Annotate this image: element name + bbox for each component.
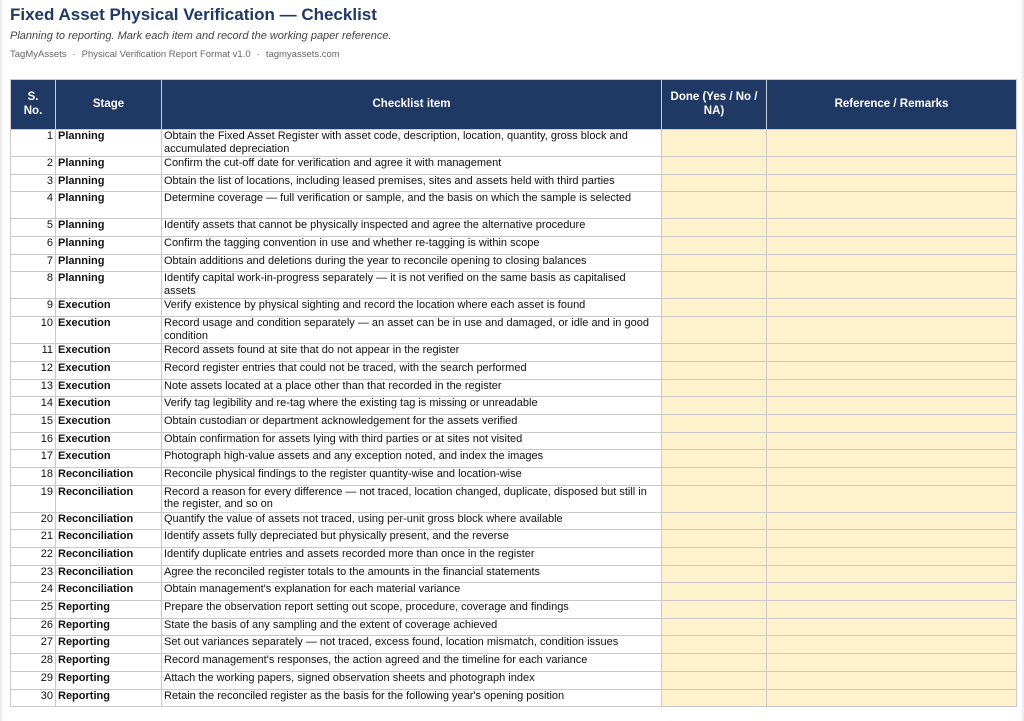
checklist-table (10, 79, 1017, 707)
row-stage: Execution (56, 299, 162, 317)
row-stage: Reconciliation (56, 565, 162, 583)
table-row (11, 601, 1017, 619)
table-row (11, 636, 1017, 654)
row-checklist-item: Record usage and condition separately — an asset can be in use and damaged, or idle and in good condition (162, 317, 662, 344)
row-reference-cell[interactable] (767, 432, 1017, 450)
row-done-cell[interactable] (662, 654, 767, 672)
table-row (11, 565, 1017, 583)
row-stage: Planning (56, 130, 162, 157)
row-checklist-item: Quantify the value of assets not traced, using per-unit gross block where available (162, 512, 662, 530)
checklist-body (11, 130, 1017, 707)
row-checklist-item: Identify capital work-in-progress separately — it is not verified on the same basis as capitalised assets (162, 272, 662, 299)
table-row (11, 432, 1017, 450)
row-checklist-item: Set out variances separately — not traced, excess found, location mismatch, condition issues (162, 636, 662, 654)
table-row (11, 130, 1017, 157)
meta-brand: TagMyAssets (10, 49, 67, 60)
row-done-cell[interactable] (662, 192, 767, 219)
row-checklist-item: Determine coverage — full verification or sample, and the basis on which the sample is selected (162, 192, 662, 219)
row-checklist-item: Verify existence by physical sighting and record the location where each asset is found (162, 299, 662, 317)
row-number: 18 (11, 467, 56, 485)
row-reference-cell[interactable] (767, 601, 1017, 619)
table-row (11, 618, 1017, 636)
row-done-cell[interactable] (662, 671, 767, 689)
row-reference-cell[interactable] (767, 414, 1017, 432)
row-done-cell[interactable] (662, 414, 767, 432)
row-done-cell[interactable] (662, 317, 767, 344)
row-stage: Execution (56, 450, 162, 468)
table-row (11, 397, 1017, 415)
row-number: 10 (11, 317, 56, 344)
row-reference-cell[interactable] (767, 254, 1017, 272)
row-checklist-item: Photograph high-value assets and any exception noted, and index the images (162, 450, 662, 468)
row-checklist-item: Verify tag legibility and re-tag where the existing tag is missing or unreadable (162, 397, 662, 415)
row-number: 4 (11, 192, 56, 219)
table-row (11, 485, 1017, 512)
row-number: 14 (11, 397, 56, 415)
row-checklist-item: Identify assets fully depreciated but physically present, and the reverse (162, 530, 662, 548)
table-row (11, 254, 1017, 272)
header-reference-remarks: Reference / Remarks (767, 80, 1017, 130)
row-done-cell[interactable] (662, 485, 767, 512)
row-checklist-item: Identify duplicate entries and assets recorded more than once in the register (162, 548, 662, 566)
row-stage: Execution (56, 414, 162, 432)
row-done-cell[interactable] (662, 467, 767, 485)
row-done-cell[interactable] (662, 530, 767, 548)
meta-separator: · (256, 49, 260, 60)
page-title: Fixed Asset Physical Verification — Checklist (10, 5, 377, 24)
row-reference-cell[interactable] (767, 397, 1017, 415)
row-done-cell[interactable] (662, 618, 767, 636)
table-header-row (11, 80, 1017, 130)
row-number: 7 (11, 254, 56, 272)
row-stage: Planning (56, 237, 162, 255)
table-row (11, 467, 1017, 485)
row-done-cell[interactable] (662, 219, 767, 237)
row-checklist-item: Obtain the list of locations, including leased premises, sites and assets held with third parties (162, 174, 662, 192)
row-done-cell[interactable] (662, 432, 767, 450)
row-done-cell[interactable] (662, 174, 767, 192)
table-row (11, 530, 1017, 548)
row-number: 21 (11, 530, 56, 548)
row-checklist-item: Obtain additions and deletions during the year to reconcile opening to closing balances (162, 254, 662, 272)
table-row (11, 654, 1017, 672)
row-checklist-item: Confirm the cut-off date for verification and agree it with management (162, 157, 662, 175)
row-reference-cell[interactable] (767, 618, 1017, 636)
row-checklist-item: Attach the working papers, signed observation sheets and photograph index (162, 671, 662, 689)
row-reference-cell[interactable] (767, 130, 1017, 157)
row-checklist-item: Reconcile physical findings to the register quantity-wise and location-wise (162, 467, 662, 485)
table-row (11, 450, 1017, 468)
row-reference-cell[interactable] (767, 636, 1017, 654)
row-stage: Execution (56, 379, 162, 397)
row-number: 12 (11, 361, 56, 379)
row-number: 27 (11, 636, 56, 654)
row-number: 17 (11, 450, 56, 468)
row-reference-cell[interactable] (767, 344, 1017, 362)
table-row (11, 689, 1017, 707)
table-row (11, 414, 1017, 432)
row-done-cell[interactable] (662, 601, 767, 619)
row-reference-cell[interactable] (767, 272, 1017, 299)
row-checklist-item: Note assets located at a place other than that recorded in the register (162, 379, 662, 397)
row-done-cell[interactable] (662, 379, 767, 397)
row-stage: Reporting (56, 671, 162, 689)
row-done-cell[interactable] (662, 397, 767, 415)
row-done-cell[interactable] (662, 450, 767, 468)
row-stage: Reporting (56, 654, 162, 672)
row-stage: Reconciliation (56, 467, 162, 485)
row-reference-cell[interactable] (767, 192, 1017, 219)
row-stage: Execution (56, 344, 162, 362)
row-reference-cell[interactable] (767, 379, 1017, 397)
row-reference-cell[interactable] (767, 583, 1017, 601)
page-subtitle: Planning to reporting. Mark each item and record the working paper reference. (10, 30, 392, 42)
row-checklist-item: Obtain the Fixed Asset Register with asset code, description, location, quantity, gross block and accumulated depreciation (162, 130, 662, 157)
row-reference-cell[interactable] (767, 174, 1017, 192)
row-done-cell[interactable] (662, 512, 767, 530)
checklist-sheet (2, 0, 1022, 721)
row-reference-cell[interactable] (767, 450, 1017, 468)
row-number: 23 (11, 565, 56, 583)
row-reference-cell[interactable] (767, 237, 1017, 255)
row-reference-cell[interactable] (767, 548, 1017, 566)
row-checklist-item: Obtain confirmation for assets lying with third parties or at sites not visited (162, 432, 662, 450)
row-reference-cell[interactable] (767, 530, 1017, 548)
row-stage: Planning (56, 192, 162, 219)
row-done-cell[interactable] (662, 254, 767, 272)
row-checklist-item: Record management's responses, the action agreed and the timeline for each variance (162, 654, 662, 672)
table-row (11, 361, 1017, 379)
row-stage: Planning (56, 254, 162, 272)
row-number: 25 (11, 601, 56, 619)
row-checklist-item: Record a reason for every difference — not traced, location changed, duplicate, disposed but still in the register, and so on (162, 485, 662, 512)
row-number: 3 (11, 174, 56, 192)
row-number: 22 (11, 548, 56, 566)
row-done-cell[interactable] (662, 237, 767, 255)
table-row (11, 174, 1017, 192)
row-reference-cell[interactable] (767, 671, 1017, 689)
row-done-cell[interactable] (662, 344, 767, 362)
table-row (11, 671, 1017, 689)
table-row (11, 512, 1017, 530)
row-reference-cell[interactable] (767, 654, 1017, 672)
header-done: Done (Yes / No / NA) (662, 80, 767, 130)
header-checklist-item: Checklist item (162, 80, 662, 130)
row-reference-cell[interactable] (767, 219, 1017, 237)
row-stage: Reporting (56, 601, 162, 619)
meta-separator: · (72, 49, 76, 60)
row-done-cell[interactable] (662, 565, 767, 583)
row-done-cell[interactable] (662, 272, 767, 299)
row-stage: Reconciliation (56, 512, 162, 530)
row-done-cell[interactable] (662, 157, 767, 175)
row-number: 20 (11, 512, 56, 530)
document-meta (10, 49, 340, 60)
row-number: 6 (11, 237, 56, 255)
row-reference-cell[interactable] (767, 157, 1017, 175)
table-row (11, 192, 1017, 219)
row-done-cell[interactable] (662, 548, 767, 566)
row-reference-cell[interactable] (767, 565, 1017, 583)
row-checklist-item: Record register entries that could not be traced, with the search performed (162, 361, 662, 379)
row-stage: Reporting (56, 689, 162, 707)
table-row (11, 379, 1017, 397)
meta-format: Physical Verification Report Format v1.0 (81, 49, 251, 60)
row-stage: Reporting (56, 618, 162, 636)
row-number: 15 (11, 414, 56, 432)
table-row (11, 548, 1017, 566)
row-stage: Execution (56, 432, 162, 450)
table-row (11, 299, 1017, 317)
row-number: 13 (11, 379, 56, 397)
table-row (11, 237, 1017, 255)
row-number: 9 (11, 299, 56, 317)
row-stage: Reporting (56, 636, 162, 654)
row-stage: Execution (56, 397, 162, 415)
table-row (11, 317, 1017, 344)
row-number: 5 (11, 219, 56, 237)
row-number: 16 (11, 432, 56, 450)
row-done-cell[interactable] (662, 130, 767, 157)
row-done-cell[interactable] (662, 299, 767, 317)
row-number: 1 (11, 130, 56, 157)
row-checklist-item: Agree the reconciled register totals to the amounts in the financial statements (162, 565, 662, 583)
table-row (11, 272, 1017, 299)
row-done-cell[interactable] (662, 583, 767, 601)
row-reference-cell[interactable] (767, 299, 1017, 317)
row-stage: Reconciliation (56, 548, 162, 566)
row-reference-cell[interactable] (767, 485, 1017, 512)
row-number: 24 (11, 583, 56, 601)
row-checklist-item: Identify assets that cannot be physically inspected and agree the alternative procedure (162, 219, 662, 237)
row-number: 28 (11, 654, 56, 672)
row-reference-cell[interactable] (767, 317, 1017, 344)
header-stage: Stage (56, 80, 162, 130)
row-stage: Reconciliation (56, 583, 162, 601)
row-stage: Planning (56, 219, 162, 237)
row-number: 11 (11, 344, 56, 362)
row-number: 8 (11, 272, 56, 299)
table-row (11, 157, 1017, 175)
row-done-cell[interactable] (662, 361, 767, 379)
row-done-cell[interactable] (662, 689, 767, 707)
row-stage: Execution (56, 361, 162, 379)
row-reference-cell[interactable] (767, 361, 1017, 379)
row-number: 30 (11, 689, 56, 707)
row-number: 29 (11, 671, 56, 689)
row-reference-cell[interactable] (767, 689, 1017, 707)
row-checklist-item: Record assets found at site that do not appear in the register (162, 344, 662, 362)
row-stage: Reconciliation (56, 530, 162, 548)
row-reference-cell[interactable] (767, 512, 1017, 530)
row-reference-cell[interactable] (767, 467, 1017, 485)
row-stage: Reconciliation (56, 485, 162, 512)
row-checklist-item: Obtain custodian or department acknowledgement for the assets verified (162, 414, 662, 432)
table-row (11, 583, 1017, 601)
row-done-cell[interactable] (662, 636, 767, 654)
row-stage: Execution (56, 317, 162, 344)
row-checklist-item: Obtain management's explanation for each material variance (162, 583, 662, 601)
row-stage: Planning (56, 272, 162, 299)
row-number: 26 (11, 618, 56, 636)
table-row (11, 219, 1017, 237)
row-number: 2 (11, 157, 56, 175)
row-checklist-item: Prepare the observation report setting out scope, procedure, coverage and findings (162, 601, 662, 619)
row-checklist-item: State the basis of any sampling and the extent of coverage achieved (162, 618, 662, 636)
meta-website: tagmyassets.com (265, 49, 340, 60)
row-stage: Planning (56, 174, 162, 192)
row-checklist-item: Confirm the tagging convention in use and whether re-tagging is within scope (162, 237, 662, 255)
row-checklist-item: Retain the reconciled register as the basis for the following year's opening position (162, 689, 662, 707)
row-stage: Planning (56, 157, 162, 175)
row-number: 19 (11, 485, 56, 512)
header-sno: S. No. (11, 80, 56, 130)
table-row (11, 344, 1017, 362)
